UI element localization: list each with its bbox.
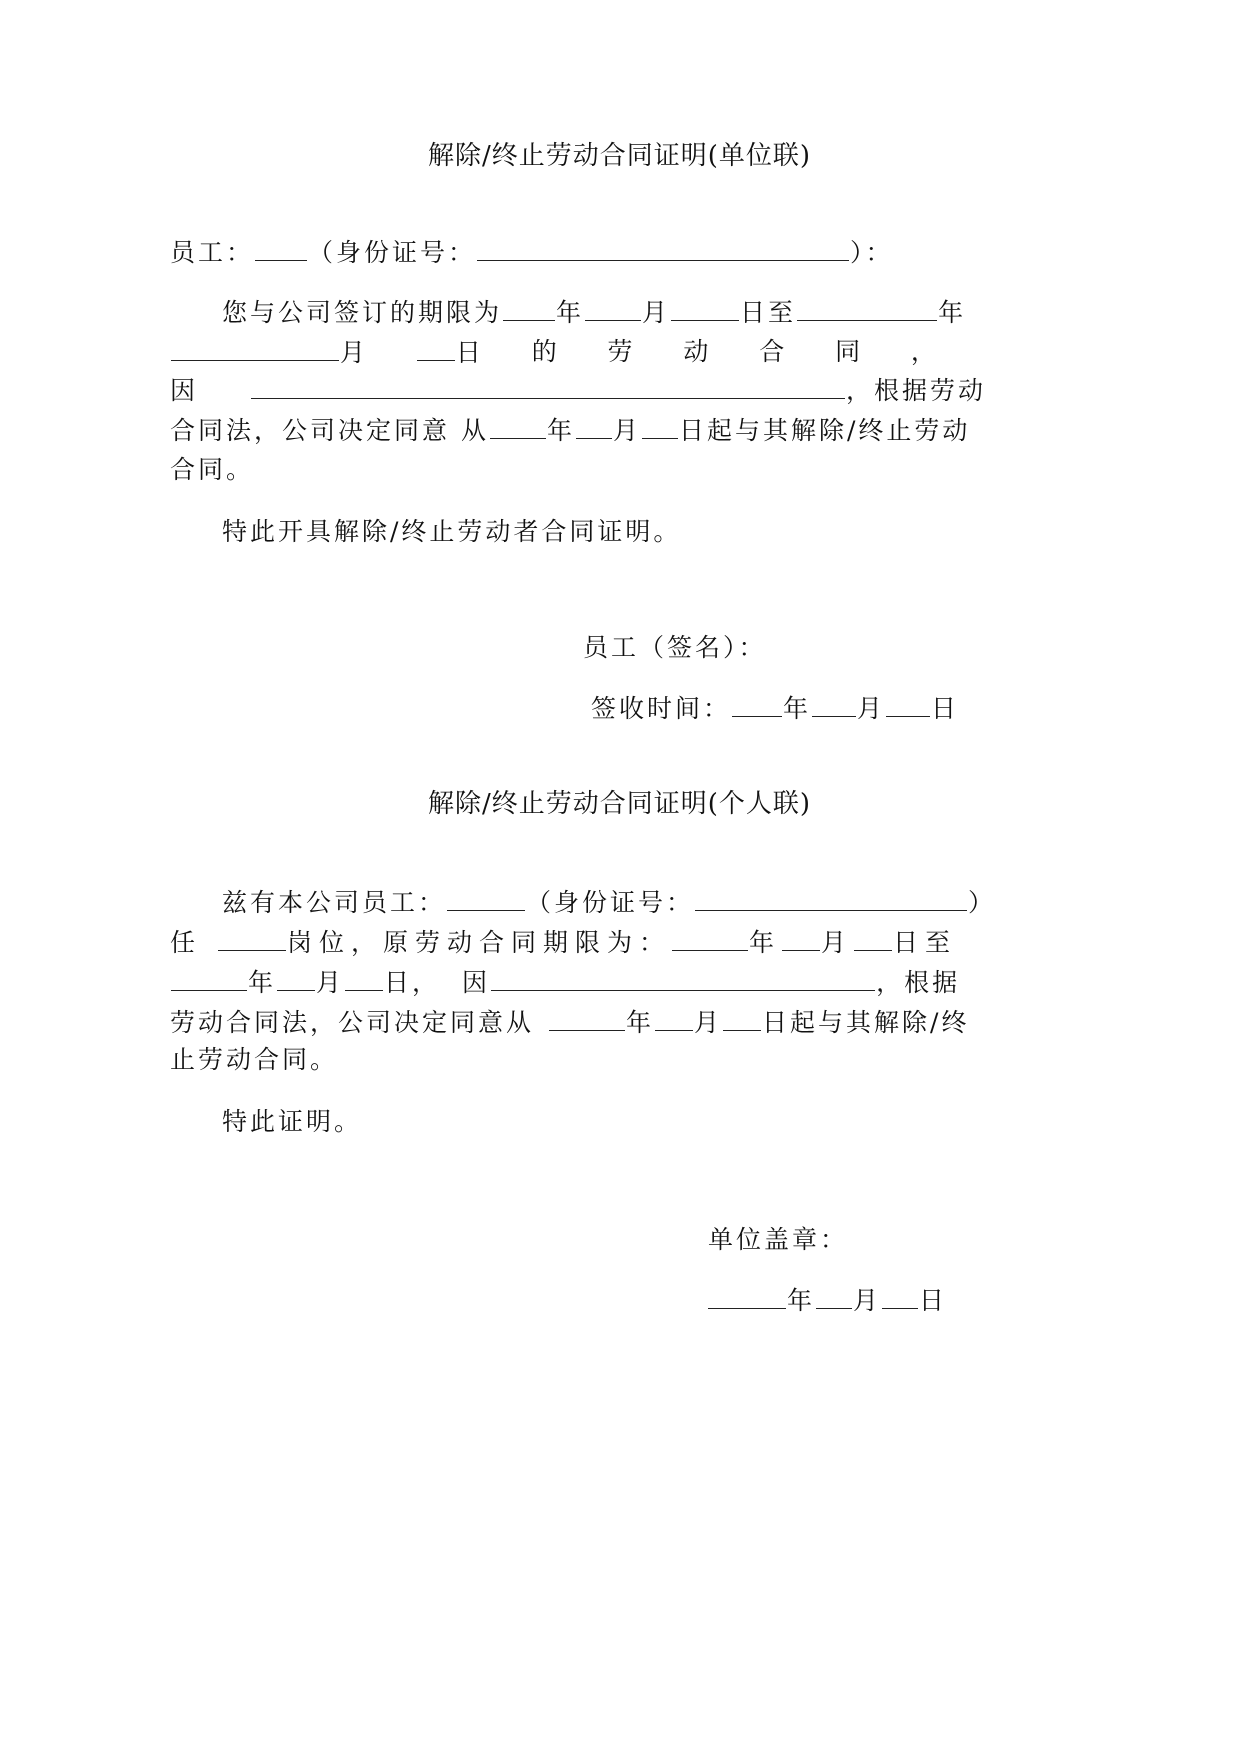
start-year-blank[interactable]: [672, 924, 748, 951]
seal-year-blank[interactable]: [708, 1282, 786, 1309]
month-label: 月: [694, 1008, 723, 1037]
end-day-blank[interactable]: [345, 964, 383, 991]
year-label: 年: [748, 928, 781, 957]
day-label: 日: [919, 1286, 948, 1315]
intro-text: 兹有本公司员工：: [222, 888, 447, 917]
year-label: 年: [546, 416, 575, 445]
month-label: 月: [853, 1286, 882, 1315]
seal-month-blank[interactable]: [816, 1282, 852, 1309]
start-year-blank[interactable]: [503, 294, 555, 321]
employee-signature-label: 员工（签名）：: [583, 633, 767, 662]
id-close: ）：: [850, 238, 894, 267]
end-year-blank[interactable]: [797, 294, 937, 321]
start-month-blank[interactable]: [585, 294, 641, 321]
seal-day-blank[interactable]: [882, 1282, 918, 1309]
end-year-blank[interactable]: [171, 964, 247, 991]
terminate-day-blank[interactable]: [723, 1004, 761, 1031]
day-label: 日: [931, 694, 960, 723]
month-label: 月: [642, 298, 671, 327]
contract-end-line: 合同。: [170, 455, 255, 484]
id-number-blank[interactable]: [477, 234, 849, 261]
basis-text: ，根据: [876, 968, 961, 997]
year-label: 年: [248, 968, 277, 997]
position-line: [170, 924, 957, 961]
year-label: 年: [783, 694, 812, 723]
position-label: 任: [170, 928, 203, 957]
month-label: 月: [821, 928, 854, 957]
term-line-1: [222, 294, 966, 331]
intro-line: [222, 884, 996, 921]
text-char: 劳: [607, 337, 633, 366]
contract-end-line: 止劳动合同。: [170, 1045, 339, 1074]
start-day-blank[interactable]: [671, 294, 739, 321]
term-text: 岗位，原劳动合同期限为：: [286, 928, 671, 957]
page-title-employer-copy: 解除/终止劳动合同证明(单位联): [427, 141, 812, 171]
text-char: 的: [531, 337, 557, 366]
terminate-month-blank[interactable]: [576, 412, 612, 439]
reason-label: 因: [170, 376, 199, 405]
year-label: 年: [787, 1286, 816, 1315]
month-label: 月: [316, 968, 345, 997]
page-title-personal-copy: 解除/终止劳动合同证明(个人联): [427, 789, 812, 819]
text-char: 同: [835, 337, 861, 366]
certify-line: 特此开具解除/终止劳动者合同证明。: [222, 517, 682, 546]
terminate-year-blank[interactable]: [549, 1004, 625, 1031]
day-label: 日，: [384, 968, 441, 997]
company-seal-label: 单位盖章：: [708, 1225, 849, 1254]
reason-line: [170, 372, 986, 409]
basis-text: ，根据劳动: [846, 376, 987, 405]
end-day-blank[interactable]: [417, 334, 455, 361]
year-label: 年: [626, 1008, 655, 1037]
terminate-month-blank[interactable]: [655, 1004, 693, 1031]
day-to-label: 日至: [893, 928, 958, 957]
receipt-day-blank[interactable]: [886, 690, 930, 717]
year-label: 年: [556, 298, 585, 327]
id-close: ）: [968, 888, 997, 917]
position-blank[interactable]: [218, 924, 286, 951]
start-month-blank[interactable]: [782, 924, 820, 951]
id-label: （身份证号：: [526, 888, 695, 917]
reason-blank[interactable]: [251, 372, 845, 399]
decision-line: [170, 412, 970, 449]
end-date-line: [170, 964, 960, 1001]
month-label: 月: [857, 694, 886, 723]
end-month-blank[interactable]: [171, 334, 339, 361]
text-char: 动: [683, 337, 709, 366]
day-label: 日: [455, 338, 481, 367]
text-char: 合: [759, 337, 785, 366]
employee-name-blank[interactable]: [447, 884, 525, 911]
decision-text: 劳动合同法，公司决定同意从: [170, 1008, 535, 1037]
receipt-line: [591, 690, 959, 727]
month-label: 月: [612, 416, 641, 445]
certify-line: 特此证明。: [222, 1107, 363, 1136]
decision-line: [170, 1004, 969, 1041]
term-line-2: [170, 334, 936, 371]
receipt-label: 签收时间：: [591, 694, 732, 723]
terminate-text: 日起与其解除/终止劳动: [678, 416, 971, 445]
start-day-blank[interactable]: [854, 924, 892, 951]
seal-date-line: [707, 1282, 947, 1319]
reason-blank[interactable]: [491, 964, 875, 991]
employee-label: 员工：: [170, 238, 255, 267]
month-label: 月: [340, 338, 366, 367]
term-text: 您与公司签订的期限为: [222, 298, 503, 327]
text-char: ，: [910, 337, 936, 366]
employee-name-blank[interactable]: [255, 234, 307, 261]
terminate-year-blank[interactable]: [490, 412, 546, 439]
end-month-blank[interactable]: [277, 964, 315, 991]
reason-label: 因: [462, 968, 491, 997]
year-label: 年: [938, 298, 967, 327]
day-to-label: 日至: [740, 298, 797, 327]
terminate-day-blank[interactable]: [642, 412, 678, 439]
id-label: （身份证号：: [308, 238, 477, 267]
employee-line: [170, 234, 894, 271]
receipt-month-blank[interactable]: [812, 690, 856, 717]
receipt-year-blank[interactable]: [732, 690, 782, 717]
id-number-blank[interactable]: [695, 884, 967, 911]
decision-text: 合同法，公司决定同意 从: [170, 416, 489, 445]
terminate-text: 日起与其解除/终: [762, 1008, 970, 1037]
